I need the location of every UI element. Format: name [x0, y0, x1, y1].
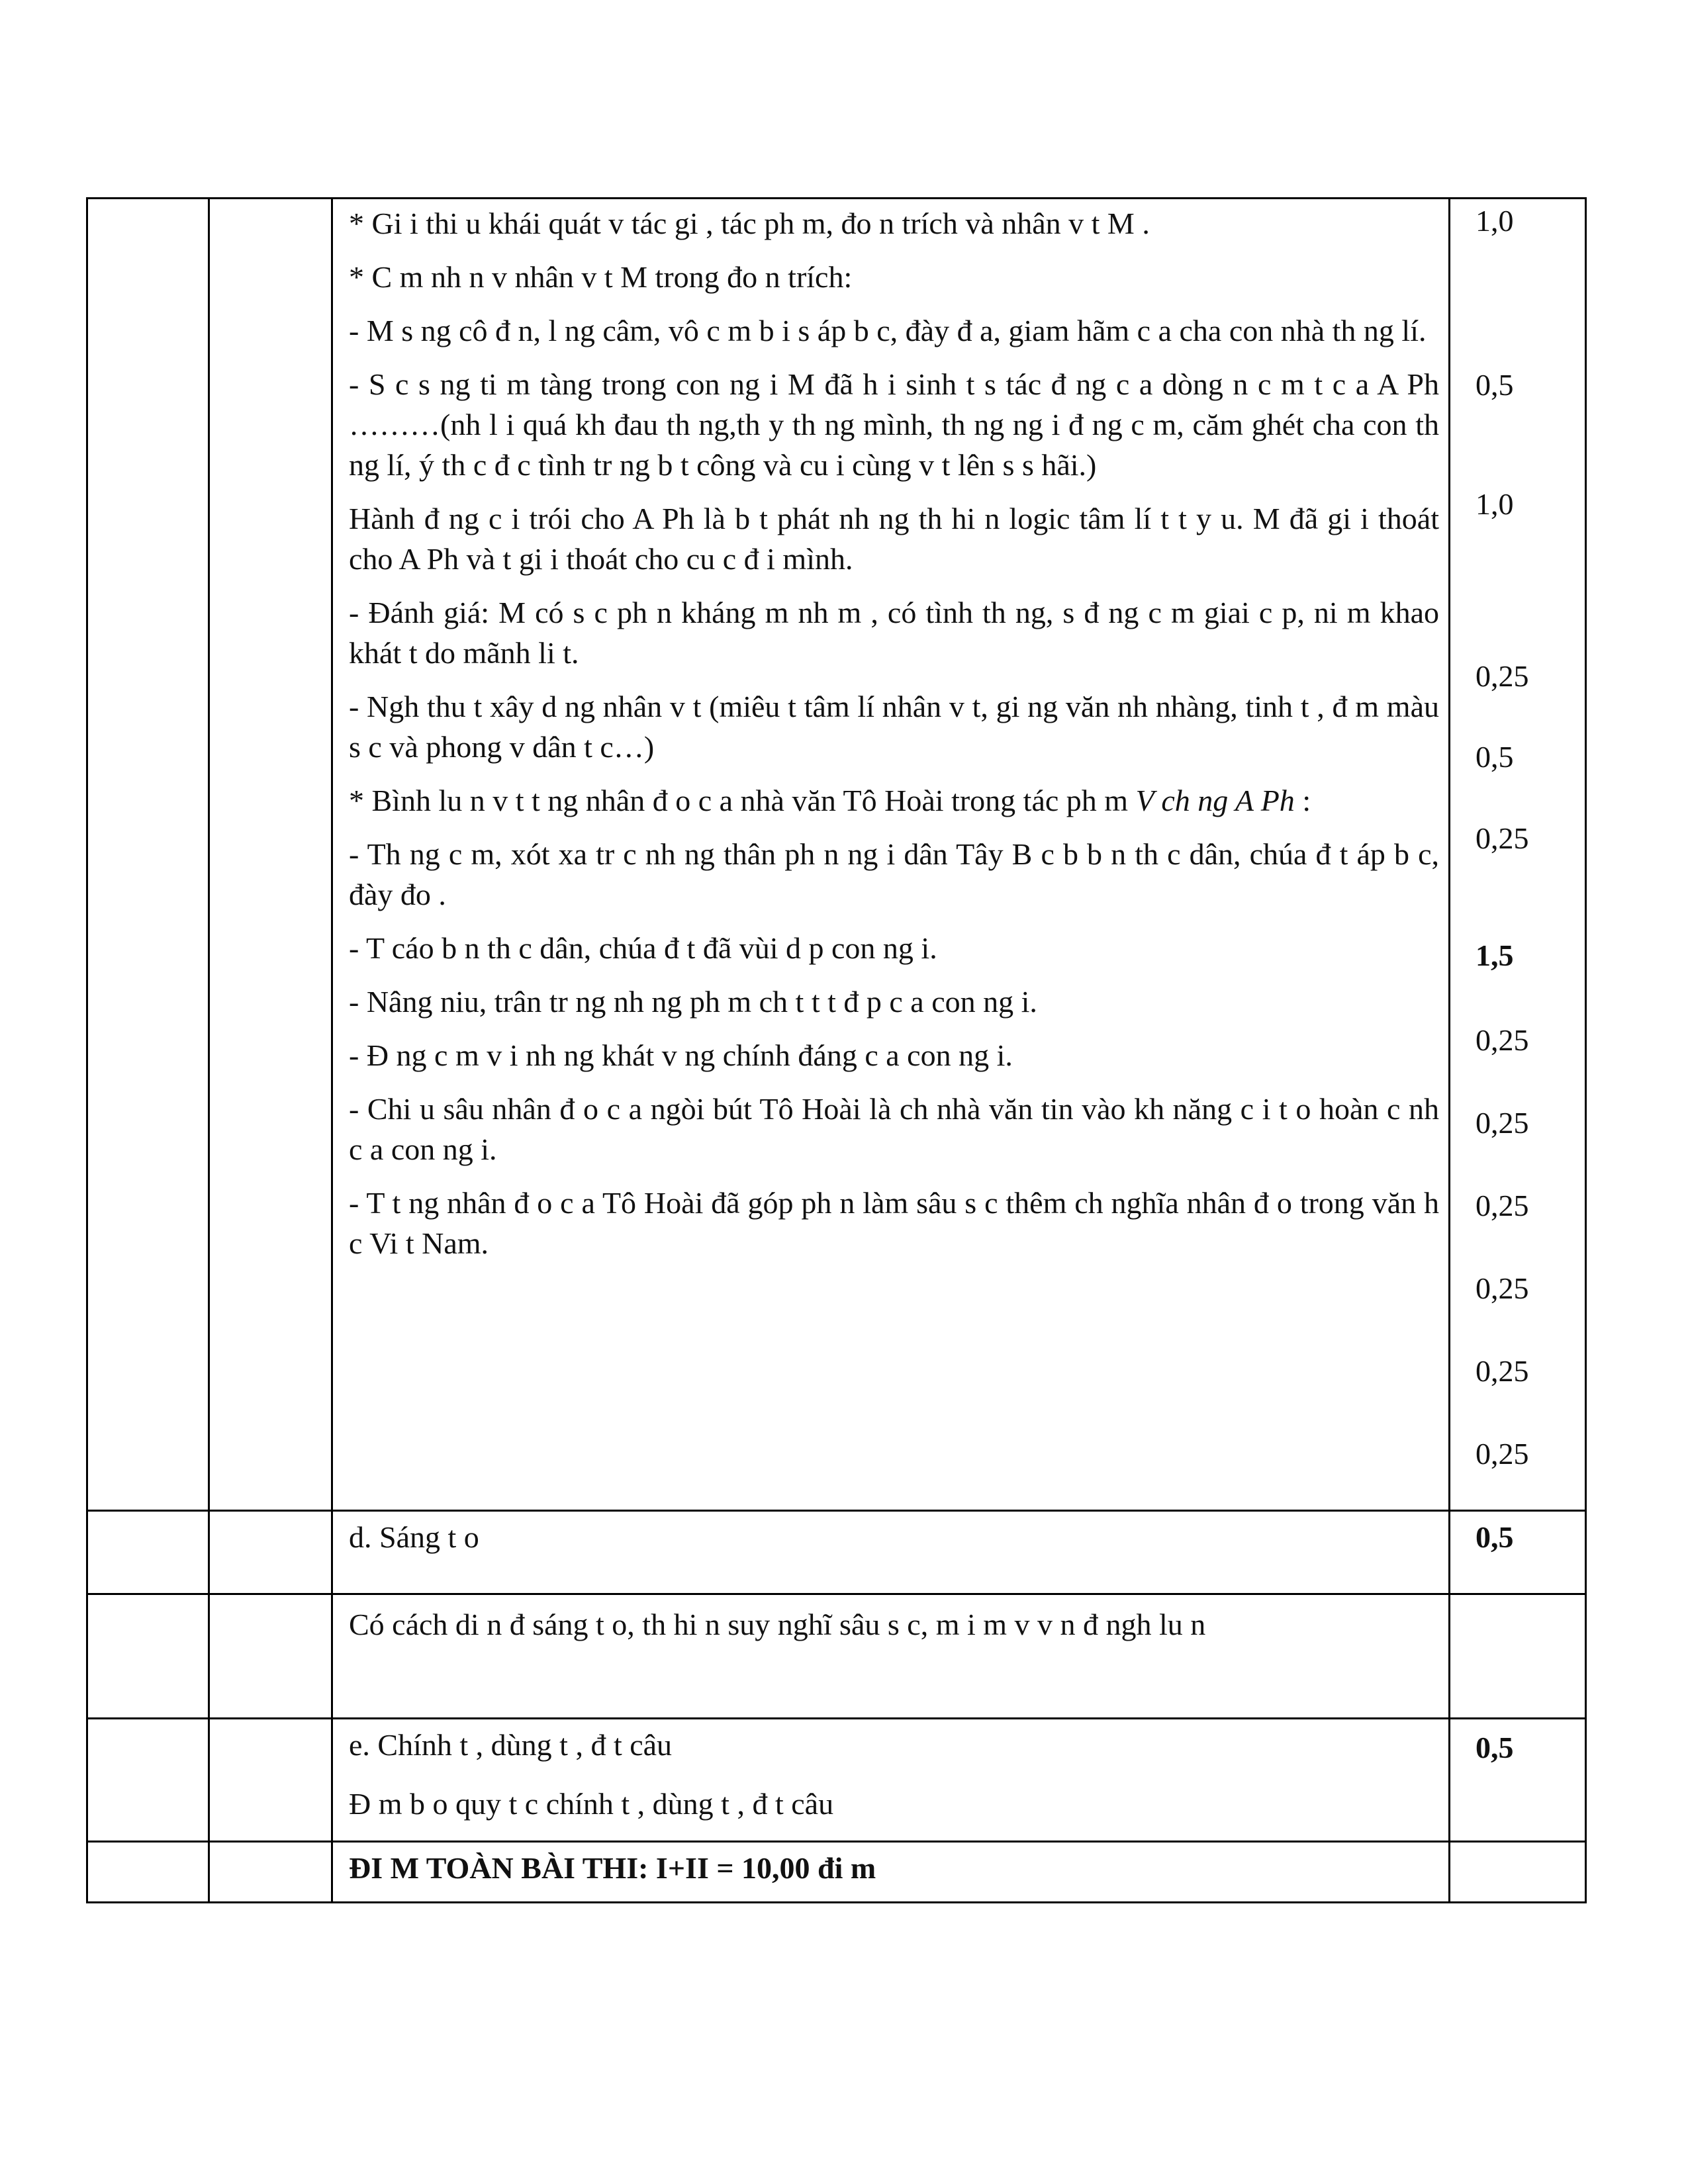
score-cell [1450, 1511, 1586, 1594]
score-value: 0,5 [1476, 368, 1514, 402]
criterion-description: Có cách di n đ sáng t o, th hi n suy nghĩ sâu s c, m i m v v n đ ngh lu n [349, 1608, 1206, 1641]
list-item: - S c s ng ti m tàng trong con ng i M đã h i sinh t s tác đ ng c a dòng n c m t c a A Ph ………(nh l i quá kh đau th ng,th y th ng mình, th ng ng i đ ng c m, căm ghét cha con th ng lí, ý th c đ c tình tr ng b t công và cu i cùng v t lên s s hãi.) [349, 367, 1439, 482]
question-cell [87, 1719, 209, 1842]
answer-content-cell [332, 1842, 1450, 1903]
content-label-cell [209, 1719, 332, 1842]
score-value: 0,25 [1476, 1189, 1529, 1222]
score-cell [1450, 1594, 1586, 1719]
score-value: 0,25 [1476, 1437, 1529, 1471]
list-item: - T t ng nhân đ o c a Tô Hoài đã góp ph n làm sâu s c thêm ch nghĩa nhân đ o trong văn h c Vi t Nam. [349, 1186, 1439, 1260]
section-heading: * Bình lu n v t t ng nhân đ o c a nhà văn Tô Hoài trong tác ph m V ch ng A Ph : [349, 784, 1311, 817]
score-value: 1,0 [1476, 487, 1514, 521]
answer-key-table [86, 197, 1587, 1903]
table-row [87, 1594, 1586, 1719]
score-value: 0,5 [1476, 1520, 1514, 1554]
criterion-description: Đ m b o quy t c chính t , dùng t , đ t câu [349, 1787, 834, 1821]
list-item: - Đ ng c m v i nh ng khát v ng chính đáng c a con ng i. [349, 1038, 1013, 1072]
score-value: 0,25 [1476, 1023, 1529, 1057]
work-title: V ch ng A Ph [1135, 784, 1295, 817]
content-label-cell [209, 1594, 332, 1719]
score-cell [1450, 1719, 1586, 1842]
score-value: 0,25 [1476, 659, 1529, 693]
total-score-label: ĐI M TOÀN BÀI THI: I+II = 10,00 đi m [349, 1851, 876, 1885]
question-cell [87, 1594, 209, 1719]
table-row [87, 1719, 1586, 1842]
list-item: - Đánh giá: M có s c ph n kháng m nh m , có tình th ng, s đ ng c m giai c p, ni m khao khát t do mãnh li t. [349, 596, 1439, 670]
answer-content-cell [332, 1511, 1450, 1594]
question-cell [87, 199, 209, 1511]
score-value: 0,25 [1476, 1106, 1529, 1140]
score-cell [1450, 1842, 1586, 1903]
content-label-cell [209, 199, 332, 1511]
criterion-label: e. Chính t , dùng t , đ t câu [349, 1728, 673, 1762]
score-value: 0,5 [1476, 740, 1514, 774]
criterion-label: d. Sáng t o [349, 1520, 479, 1554]
list-item: - Nâng niu, trân tr ng nh ng ph m ch t t t đ p c a con ng i. [349, 985, 1037, 1019]
list-item: - Ngh thu t xây d ng nhân v t (miêu t tâm lí nhân v t, gi ng văn nh nhàng, tinh t , đ m màu s c và phong v dân t c…) [349, 690, 1439, 764]
list-item: - T cáo b n th c dân, chúa đ t đã vùi d p con ng i. [349, 931, 937, 965]
intro-text: * Gi i thi u khái quát v tác gi , tác ph m, đo n trích và nhân v t M . [349, 206, 1150, 240]
question-cell [87, 1842, 209, 1903]
score-value: 0,25 [1476, 821, 1529, 855]
answer-content-cell [332, 1594, 1450, 1719]
list-item: - Th ng c m, xót xa tr c nh ng thân ph n ng i dân Tây B c b b n th c dân, chúa đ t áp b c, đày đo . [349, 837, 1439, 911]
score-value: 0,25 [1476, 1354, 1529, 1388]
table-row [87, 199, 1586, 1511]
table-row [87, 1842, 1586, 1903]
section-heading: * C m nh n v nhân v t M trong đo n trích: [349, 260, 853, 294]
score-value [1450, 1843, 1585, 1848]
score-value: 1,0 [1476, 204, 1514, 238]
list-item: Hành đ ng c i trói cho A Ph là b t phát nh ng th hi n logic tâm lí t t y u. M đã gi i thoát cho A Ph và t gi i thoát cho cu c đ i mình. [349, 502, 1439, 576]
list-item: - M s ng cô đ n, l ng câm, vô c m b i s áp b c, đày đ a, giam hãm c a cha con nhà th ng lí. [349, 314, 1427, 347]
score-value: 0,25 [1476, 1271, 1529, 1305]
question-cell [87, 1511, 209, 1594]
content-label-cell [209, 1842, 332, 1903]
score-value: 0,5 [1476, 1731, 1514, 1764]
content-label-cell [209, 1511, 332, 1594]
score-cell [1450, 199, 1586, 1511]
table-row [87, 1511, 1586, 1594]
score-value: 1,5 [1476, 938, 1514, 972]
answer-content-cell [332, 199, 1450, 1511]
score-value [1450, 1595, 1585, 1600]
list-item: - Chi u sâu nhân đ o c a ngòi bút Tô Hoài là ch nhà văn tin vào kh năng c i t o hoàn c nh c a con ng i. [349, 1092, 1439, 1166]
answer-content-cell [332, 1719, 1450, 1842]
